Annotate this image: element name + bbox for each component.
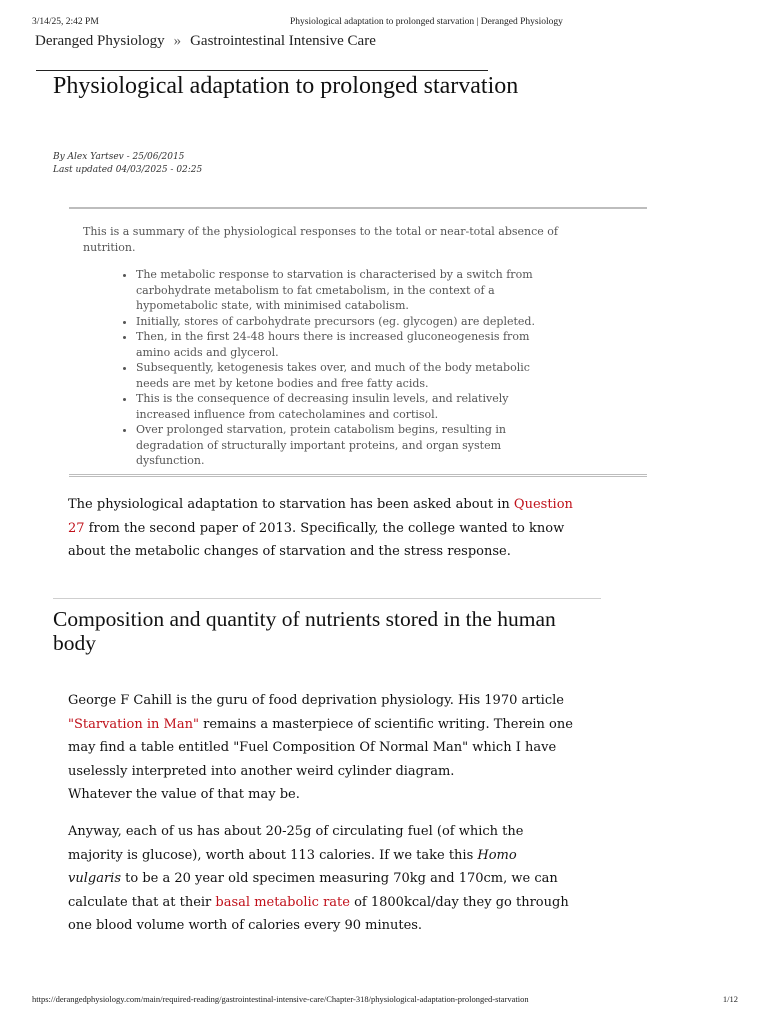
- print-page-number: 1/12: [722, 994, 738, 1004]
- section-heading: Composition and quantity of nutrients stored in the human body: [53, 607, 556, 655]
- basal-metabolic-rate-link[interactable]: basal metabolic rate: [215, 894, 350, 910]
- para2-text-after: remains a masterpiece of scientific writing. Therein one may find a table entitled "Fuel Composition Of Normal Man" which I have uselessly interpreted into another weird cylinder diagram.: [68, 716, 573, 779]
- print-url: https://derangedphysiology.com/main/required-reading/gastrointestinal-intensive-care/Chapter-318/physiological-adaptation-prolonged-starvation: [32, 994, 529, 1004]
- cahill-paragraph: [68, 689, 573, 807]
- summary-intro: This is a summary of the physiological responses to the total or near-total absence of nutrition.: [83, 225, 558, 254]
- circulating-fuel-paragraph: [68, 820, 573, 938]
- print-header: [32, 17, 738, 31]
- para3-italic-term: Homo vulgaris: [68, 847, 517, 886]
- print-footer: [32, 994, 738, 1008]
- para2-second-line: Whatever the value of that may be.: [68, 787, 300, 802]
- summary-item: • This is the consequence of decreasing insulin levels, and relatively increased influence from catecholamines and cortisol.: [136, 391, 556, 422]
- breadcrumb-separator: »: [173, 33, 182, 49]
- summary-list: [119, 267, 556, 469]
- starvation-in-man-link[interactable]: "Starvation in Man": [68, 716, 199, 732]
- para1-text-after: from the second paper of 2013. Specifically, the college wanted to know about the metabolic changes of starvation and the stress response.: [68, 520, 565, 559]
- print-timestamp: 3/14/25, 2:42 PM: [32, 17, 99, 27]
- title-divider: [36, 70, 488, 71]
- summary-item: • Subsequently, ketogenesis takes over, and much of the body metabolic needs are met by ketone bodies and free fatty acids.: [136, 360, 556, 391]
- summary-item: • Then, in the first 24-48 hours there is increased gluconeogenesis from amino acids and glycerol.: [136, 329, 556, 360]
- intro-paragraph: [68, 493, 573, 564]
- breadcrumb-home-link[interactable]: Deranged Physiology: [35, 33, 165, 49]
- summary-box: [69, 207, 647, 477]
- para3-part3: of 1800kcal/day they go through one blood volume worth of calories every 90 minutes.: [68, 894, 569, 933]
- summary-item: • The metabolic response to starvation is characterised by a switch from carbohydrate metabolism to fat cmetabolism, in the context of a hypometabolic state, with minimised catabolism.: [136, 267, 556, 314]
- para2-text-before: George F Cahill is the guru of food deprivation physiology. His 1970 article: [68, 693, 564, 708]
- question-27-link[interactable]: Question 27: [68, 497, 573, 536]
- section-divider: [53, 598, 601, 599]
- summary-item: • Over prolonged starvation, protein catabolism begins, resulting in degradation of structurally important proteins, and organ system dysfunction.: [136, 422, 556, 469]
- para3-part1: Anyway, each of us has about 20-25g of circulating fuel (of which the majority is glucose), worth about 113 calories. If we take this: [68, 824, 524, 863]
- last-updated: Last updated 04/03/2025 - 02:25: [53, 165, 203, 175]
- print-page-title: Physiological adaptation to prolonged starvation | Deranged Physiology: [290, 17, 563, 27]
- summary-item: • Initially, stores of carbohydrate precursors (eg. glycogen) are depleted.: [136, 314, 556, 330]
- breadcrumb-section-link[interactable]: Gastrointestinal Intensive Care: [190, 33, 376, 49]
- para3-part2: to be a 20 year old specimen measuring 70kg and 170cm, we can calculate that at their: [68, 871, 558, 910]
- author-date: By Alex Yartsev - 25/06/2015: [53, 152, 185, 162]
- byline: [53, 151, 202, 177]
- page-title: Physiological adaptation to prolonged starvation: [53, 73, 519, 99]
- breadcrumb: [35, 33, 376, 50]
- para1-text-before: The physiological adaptation to starvation has been asked about in: [68, 497, 514, 512]
